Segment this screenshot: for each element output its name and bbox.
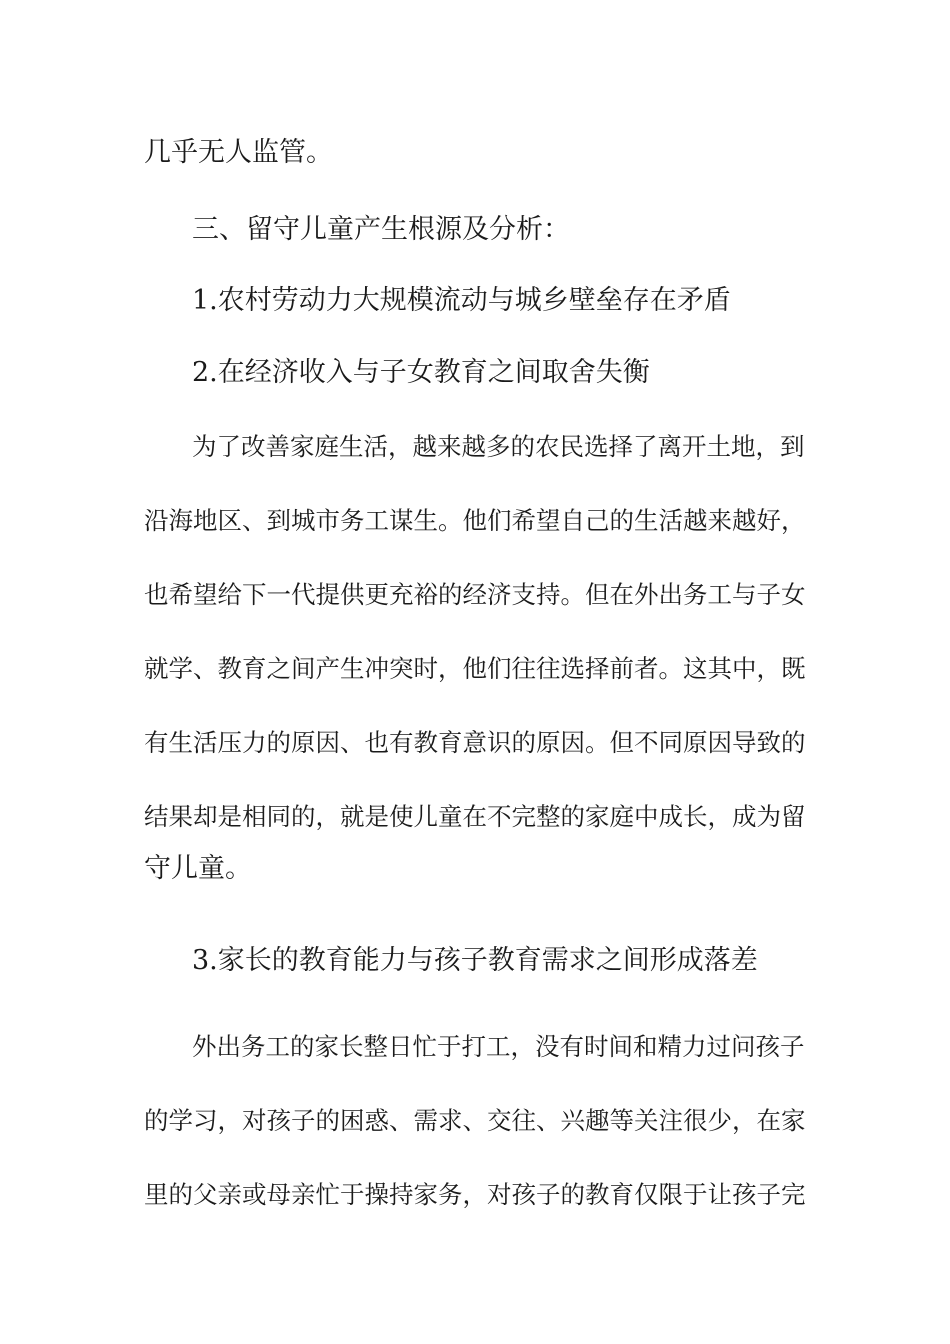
subheading-3: 3.家长的教育能力与孩子教育需求之间形成落差 <box>192 945 758 976</box>
section-heading: 三、留守儿童产生根源及分析： <box>192 214 570 245</box>
paragraph-line: 沿海地区、到城市务工谋生。他们希望自己的生活越来越好， <box>144 506 806 535</box>
paragraph-line: 有生活压力的原因、也有教育意识的原因。但不同原因导致的 <box>144 728 806 757</box>
subheading-1: 1.农村劳动力大规模流动与城乡壁垒存在矛盾 <box>192 285 731 316</box>
paragraph-line: 为了改善家庭生活，越来越多的农民选择了离开土地，到 <box>192 432 805 461</box>
paragraph-continuation: 几乎无人监管。 <box>144 137 333 168</box>
paragraph-line: 就学、教育之间产生冲突时，他们往往选择前者。这其中，既 <box>144 654 806 683</box>
paragraph-line: 结果却是相同的，就是使儿童在不完整的家庭中成长，成为留 <box>144 802 806 831</box>
subheading-2: 2.在经济收入与子女教育之间取舍失衡 <box>192 357 650 388</box>
paragraph-line: 的学习，对孩子的困惑、需求、交往、兴趣等关注很少，在家 <box>144 1106 806 1135</box>
paragraph-line: 也希望给下一代提供更充裕的经济支持。但在外出务工与子女 <box>144 580 806 609</box>
paragraph-line: 守儿童。 <box>144 853 252 884</box>
paragraph-line: 里的父亲或母亲忙于操持家务，对孩子的教育仅限于让孩子完 <box>144 1180 806 1209</box>
paragraph-line: 外出务工的家长整日忙于打工，没有时间和精力过问孩子 <box>192 1032 805 1061</box>
